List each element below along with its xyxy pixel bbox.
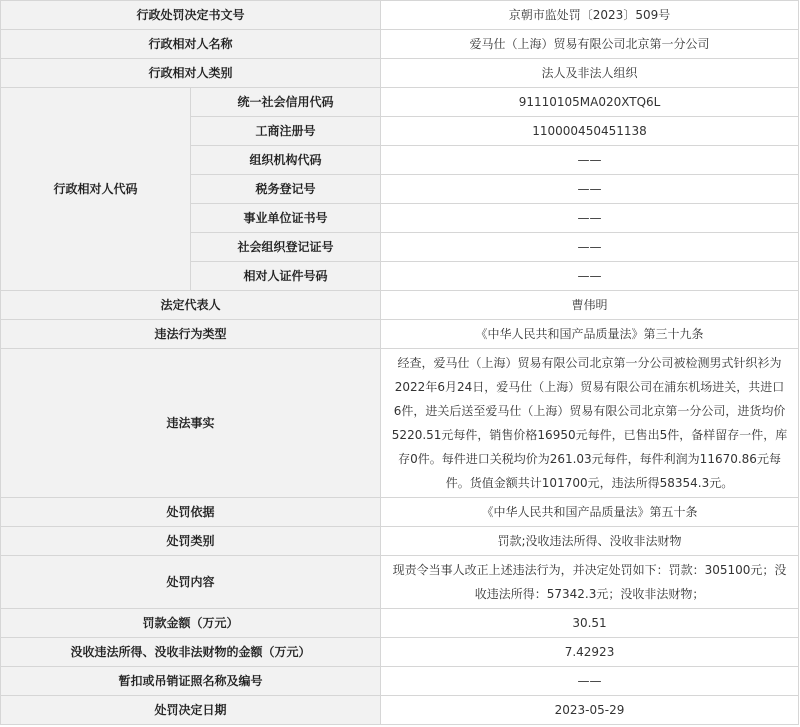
penalty-basis-label: 处罚依据 <box>1 498 381 527</box>
confiscated-amount-value: 7.42923 <box>381 638 799 667</box>
row-decision-no <box>1 1 799 30</box>
decision-no-label: 行政处罚决定书文号 <box>1 1 381 30</box>
party-type-label: 行政相对人类别 <box>1 59 381 88</box>
party-code-label: 行政相对人代码 <box>1 88 191 291</box>
credit-code-label: 统一社会信用代码 <box>191 88 381 117</box>
fine-amount-value: 30.51 <box>381 609 799 638</box>
party-id-no-value: —— <box>381 262 799 291</box>
business-reg-no-value: 110000450451138 <box>381 117 799 146</box>
row-fine-amount <box>1 609 799 638</box>
row-legal-rep <box>1 291 799 320</box>
decision-date-label: 处罚决定日期 <box>1 696 381 725</box>
party-id-no-label: 相对人证件号码 <box>191 262 381 291</box>
row-license-suspend <box>1 667 799 696</box>
row-party-name <box>1 30 799 59</box>
row-party-type <box>1 59 799 88</box>
credit-code-value: 91110105MA020XTQ6L <box>381 88 799 117</box>
license-suspend-label: 暂扣或吊销证照名称及编号 <box>1 667 381 696</box>
institution-cert-no-label: 事业单位证书号 <box>191 204 381 233</box>
social-org-reg-no-value: —— <box>381 233 799 262</box>
row-penalty-category <box>1 527 799 556</box>
violation-type-label: 违法行为类型 <box>1 320 381 349</box>
penalty-content-label: 处罚内容 <box>1 556 381 609</box>
row-decision-date <box>1 696 799 725</box>
decision-date-value: 2023-05-29 <box>381 696 799 725</box>
party-name-value: 爱马仕（上海）贸易有限公司北京第一分公司 <box>381 30 799 59</box>
violation-facts-label: 违法事实 <box>1 349 381 498</box>
penalty-basis-value: 《中华人民共和国产品质量法》第五十条 <box>381 498 799 527</box>
row-confiscated-amount <box>1 638 799 667</box>
penalty-category-value: 罚款;没收违法所得、没收非法财物 <box>381 527 799 556</box>
confiscated-amount-label: 没收违法所得、没收非法财物的金额（万元） <box>1 638 381 667</box>
fine-amount-label: 罚款金额（万元） <box>1 609 381 638</box>
penalty-category-label: 处罚类别 <box>1 527 381 556</box>
legal-rep-value: 曹伟明 <box>381 291 799 320</box>
row-violation-type <box>1 320 799 349</box>
business-reg-no-label: 工商注册号 <box>191 117 381 146</box>
tax-reg-no-value: —— <box>381 175 799 204</box>
org-code-label: 组织机构代码 <box>191 146 381 175</box>
institution-cert-no-value: —— <box>381 204 799 233</box>
violation-facts-value: 经查，爱马仕（上海）贸易有限公司北京第一分公司被检测男式针织衫为2022年6月24日，爱马仕（上海）贸易有限公司在浦东机场进关，共进口6件，进关后送至爱马仕（上海）贸易有限公司北京第一分公司，进货均价5220.51元每件，销售价格16950元每件，已售出5件，备样留存一件，库存0件。每件进口关税均价为261.03元每件，每件利润为11670.86元每件。货值金额共计101700元，违法所得58354.3元。 <box>381 349 799 498</box>
license-suspend-value: —— <box>381 667 799 696</box>
penalty-content-value: 现责令当事人改正上述违法行为，并决定处罚如下：罚款：305100元；没收违法所得：57342.3元；没收非法财物； <box>381 556 799 609</box>
row-credit-code <box>1 88 799 117</box>
legal-rep-label: 法定代表人 <box>1 291 381 320</box>
decision-no-value: 京朝市监处罚〔2023〕509号 <box>381 1 799 30</box>
row-violation-facts <box>1 349 799 498</box>
row-penalty-basis <box>1 498 799 527</box>
social-org-reg-no-label: 社会组织登记证号 <box>191 233 381 262</box>
tax-reg-no-label: 税务登记号 <box>191 175 381 204</box>
org-code-value: —— <box>381 146 799 175</box>
violation-type-value: 《中华人民共和国产品质量法》第三十九条 <box>381 320 799 349</box>
party-type-value: 法人及非法人组织 <box>381 59 799 88</box>
row-penalty-content <box>1 556 799 609</box>
party-name-label: 行政相对人名称 <box>1 30 381 59</box>
